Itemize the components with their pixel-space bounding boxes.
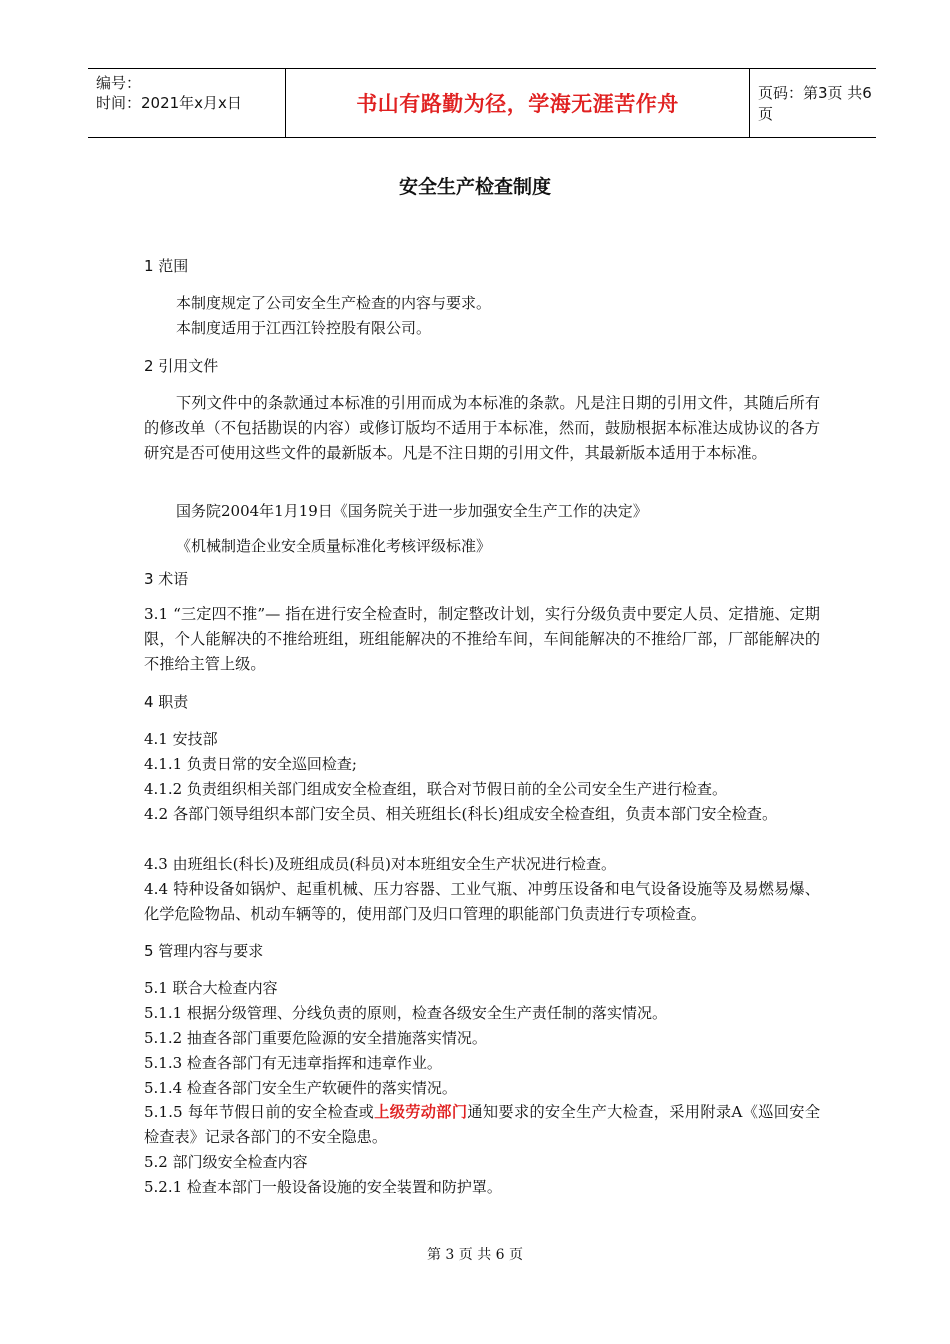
- item-4-3: 4.3 由班组长(科长)及班组成员(科员)对本班组安全生产状况进行检查。: [144, 855, 617, 873]
- header-motto: 书山有路勤为径，学海无涯苦作舟: [356, 92, 679, 116]
- header-meta: [88, 69, 285, 137]
- section-1-paragraph-1: 本制度规定了公司安全生产检查的内容与要求。: [176, 294, 492, 312]
- item-5-1-5-text-a: 5.1.5 每年节假日前的安全检查或: [144, 1103, 375, 1121]
- item-4-4: 4.4 特种设备如锅炉、起重机械、压力容器、工业气瓶、冲剪压设备和电气设备设施等及易燃易爆、化学危险物品、机动车辆等的，使用部门及归口管理的职能部门负责进行专项检查。: [144, 880, 820, 923]
- term-3-1: 3.1 “三定四不推”— 指在进行安全检查时，制定整改计划，实行分级负责中要定人员、定措施、定期限，个人能解决的不推给班组，班组能解决的不推给车间，车间能解决的不推给厂部，厂部能解决的不推给主管上级。: [144, 605, 820, 673]
- item-5-1-3: 5.1.3 检查各部门有无违章指挥和违章作业。: [144, 1054, 442, 1072]
- header-motto-cell: [285, 69, 750, 137]
- document-title: 安全生产检查制度: [398, 176, 551, 198]
- document-header: [88, 68, 876, 138]
- section-4-heading: 4 职责: [144, 693, 189, 711]
- highlighted-department: 上级劳动部门: [374, 1103, 468, 1121]
- section-2-heading: 2 引用文件: [144, 357, 219, 375]
- reference-2: 《机械制造企业安全质量标准化考核评级标准》: [176, 537, 492, 555]
- reference-1: 国务院2004年1月19日《国务院关于进一步加强安全生产工作的决定》: [176, 502, 648, 520]
- item-5-1-4: 5.1.4 检查各部门安全生产软硬件的落实情况。: [144, 1079, 457, 1097]
- item-5-1-5-text-b: 通知要求的安全生产大检查，采用附录A《巡回安全检查表》记录各部门的不安全隐患。: [144, 1103, 821, 1146]
- item-5-1-1: 5.1.1 根据分级管理、分线负责的原则，检查各级安全生产责任制的落实情况。: [144, 1004, 667, 1022]
- item-5-1-5: [144, 1100, 820, 1150]
- item-4-1-2: 4.1.2 负责组织相关部门组成安全检查组，联合对节假日前的全公司安全生产进行检查。: [144, 780, 727, 798]
- section-1-paragraph-2: 本制度适用于江西江铃控股有限公司。: [176, 319, 432, 337]
- item-5-1-2: 5.1.2 抽查各部门重要危险源的安全措施落实情况。: [144, 1029, 487, 1047]
- section-3-heading: 3 术语: [144, 570, 189, 588]
- section-2-paragraph: 下列文件中的条款通过本标准的引用而成为本标准的条款。凡是注日期的引用文件，其随后所有的修改单（不包括勘误的内容）或修订版均不适用于本标准，然而，鼓励根据本标准达成协议的各方研究是否可使用这些文件的最新版本。凡是不注日期的引用文件，其最新版本适用于本标准。: [144, 394, 820, 462]
- item-5-1: 5.1 联合大检查内容: [144, 979, 278, 997]
- time-label: 时间：2021年x月x日: [96, 94, 242, 112]
- section-5-heading: 5 管理内容与要求: [144, 942, 264, 960]
- number-label: 编号：: [96, 74, 142, 92]
- section-1-heading: 1 范围: [144, 257, 189, 275]
- page-footer: 第 3 页 共 6 页: [426, 1247, 524, 1263]
- item-5-2: 5.2 部门级安全检查内容: [144, 1153, 308, 1171]
- item-4-2: 4.2 各部门领导组织本部门安全员、相关班组长(科长)组成安全检查组，负责本部门安全检查。: [144, 805, 778, 823]
- item-4-1: 4.1 安技部: [144, 730, 218, 748]
- item-4-1-1: 4.1.1 负责日常的安全巡回检查;: [144, 755, 357, 773]
- header-page-info: 页码：第3页 共6页: [758, 84, 872, 123]
- item-5-2-1: 5.2.1 检查本部门一般设备设施的安全装置和防护罩。: [144, 1178, 502, 1196]
